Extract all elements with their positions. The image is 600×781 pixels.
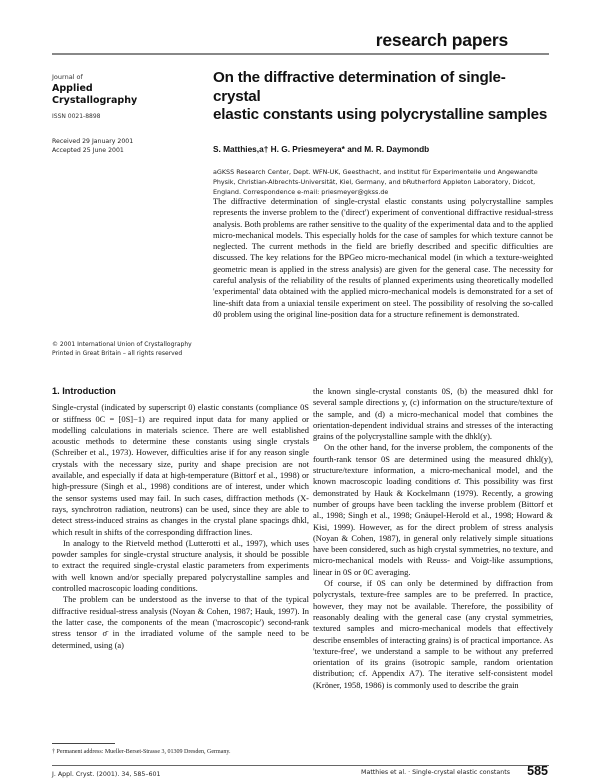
title-line-1: On the diffractive determination of single-crystal bbox=[213, 69, 506, 105]
paragraph: Of course, if 0S can only be determined by diffraction from polycrystals, texture-free samples are to be preferred. In practice, however, they may not be available. Therefore, the possibility of reasonably dealing with the general case (any crystal symmetries, textured samples and micro-mechanical models that effectively describe ensembles of interacting grains) is of practical importance. As 'texture-free', we understand a sample to be without any preferred orientation of its grains (isotropic sample, random orientation distribution; cf. Appendix A7). The iterative self-consistent model (Kröner, 1958, 1986) is commonly used to describe the grain bbox=[313, 578, 553, 690]
journal-block bbox=[52, 73, 137, 120]
paragraph: On the other hand, for the inverse problem, the components of the fourth-rank tensor 0S are determined using the measured dhkl(y), structure/texture information, a micro-mechanical model, and the known macroscopic loading conditions σ̄. This possibility was first demonstrated by Hauk & Kockelmann (1979). Recently, a growing number of groups have been tackling the inverse problem (Bittorf et al., 1998; Singh et al., 1998; Gnäupel-Herold et al., 1998; Howard & Kisi, 1999). However, as for the direct problem of stress analysis (Noyan & Cohen, 1987), in general only relatively simple situations have been considered, such as high crystal symmetries, no texture, and micro-mechanical models with Reuss- and Voigt-like assumptions, linear in 0S or 0C averaging. bbox=[313, 442, 553, 577]
journal-name-line2: Crystallography bbox=[52, 95, 138, 106]
running-title: Matthies et al. · Single-crystal elastic constants bbox=[361, 769, 510, 776]
title-line-2: elastic constants using polycrystalline samples bbox=[213, 106, 548, 123]
paragraph: The problem can be understood as the inverse to that of the typical diffractive residual-stress analysis (Noyan & Cohen, 1987; Hauk, 1997). In the latter case, the components of the mean ('macroscopic') second-rank stress tensor σ̄ in the irradiated volume of the sample need to be determined, using (a) bbox=[52, 594, 309, 650]
journal-issn: ISSN 0021-8898 bbox=[52, 113, 101, 120]
footnote-rule bbox=[52, 743, 115, 744]
page-number: 585 bbox=[527, 764, 548, 778]
accepted-date: Accepted 25 June 2001 bbox=[52, 147, 124, 154]
abstract: The diffractive determination of single-crystal elastic constants using polycrystalline samples represents the inverse problem to the ('direct') experiment of conventional diffractive residual-stress analysis. Both problems are rather sensitive to the quality of the experimental data and to the applied micro-mechanical models. This especially holds for the case of samples for which texture cannot be neglected. The current methods in the field are briefly described and specific difficulties are discussed. The key relations for the BPGeo micro-mechanical model (in which a texture-weighted geometric mean is applied in the stress analysis) are given for the general case. The necessity for careful analysis of the reliability of the results of planned experiments using theoretically modelled 'experimental' data obtained with the applied micro-mechanical models is demonstrated for a set of line-shift data from a uniaxial tensile experiment on steel. The possibility of resolving the so-called d0 problem using the original line-position data for a structure refinement is demonstrated. bbox=[213, 196, 553, 319]
footnote: † Permanent address: Mueller-Berset-Strasse 3, 01309 Dresden, Germany. bbox=[52, 749, 231, 755]
received-date: Received 29 January 2001 bbox=[52, 138, 134, 145]
authors: S. Matthies,a† H. G. Priesmeyera* and M. R. Daymondb bbox=[213, 144, 430, 154]
bottom-rule-divider bbox=[52, 765, 549, 766]
body-column-right bbox=[313, 386, 553, 691]
journal-name-line1: Applied bbox=[52, 83, 93, 94]
article-title bbox=[213, 69, 553, 125]
section-label: research papers bbox=[375, 30, 508, 50]
section-heading-introduction: 1. Introduction bbox=[52, 386, 116, 396]
top-rule-divider bbox=[52, 53, 549, 55]
journal-prefix: Journal of bbox=[52, 73, 83, 81]
paragraph: Single-crystal (indicated by superscript 0) elastic constants (compliance 0S or stiffness 0C = [0S]−1) are required input data for many applied or modelling calculations in materials science. There are well established acoustic methods to determine these constants using single crystals (Schreiber et al., 1973). However, difficulties arise if for any reason single crystals with the necessary size, purity and shape precision are not available, and especially if data at high-temperature (Bittorf et al., 1998) or high-pressure (Singh et al., 1998) conditions are of interest, under which the sensor systems used may fail. In such cases, diffraction methods (X-rays, synchrotron radiation, neutrons) can be used, since they are able to detect stress-induced strains as changes in the crystal plane spacings dhkl, which result in shifts of the corresponding diffraction lines. bbox=[52, 402, 309, 537]
printed-line: Printed in Great Britain – all rights reserved bbox=[52, 350, 183, 357]
journal-citation: J. Appl. Cryst. (2001). 34, 585–601 bbox=[52, 771, 161, 778]
copyright-block bbox=[52, 340, 192, 358]
affiliations: aGKSS Research Center, Dept. WFN-UK, Geesthacht, and Institut für Experimentelle und Angewandte Physik, Christian-Albrechts-Universität, Kiel, Germany, and bRutherford Appleton Laboratory, Didcot, England. Correspondence e-mail: priesmeyer@gkss.de bbox=[213, 168, 538, 196]
body-column-left bbox=[52, 386, 309, 651]
paragraph: the known single-crystal constants 0S, (b) the measured dhkl for several sample directions y, (c) information on the structure/texture of the sample, and (d) a micro-mechanical model that combines the orientation-dependent individual strains and stresses of the interacting grains of the polycrystalline sample with the dhkl(y). bbox=[313, 386, 553, 442]
dates-block bbox=[52, 137, 133, 155]
paragraph: In analogy to the Rietveld method (Lutterotti et al., 1997), which uses powder samples for single-crystal structure analysis, it should be possible to extract the required single-crystal elastic parameters from experiments with well known and/or specially prepared polycrystalline samples and controlled macroscopic loading conditions. bbox=[52, 537, 309, 594]
copyright-line: © 2001 International Union of Crystallography bbox=[52, 341, 192, 348]
